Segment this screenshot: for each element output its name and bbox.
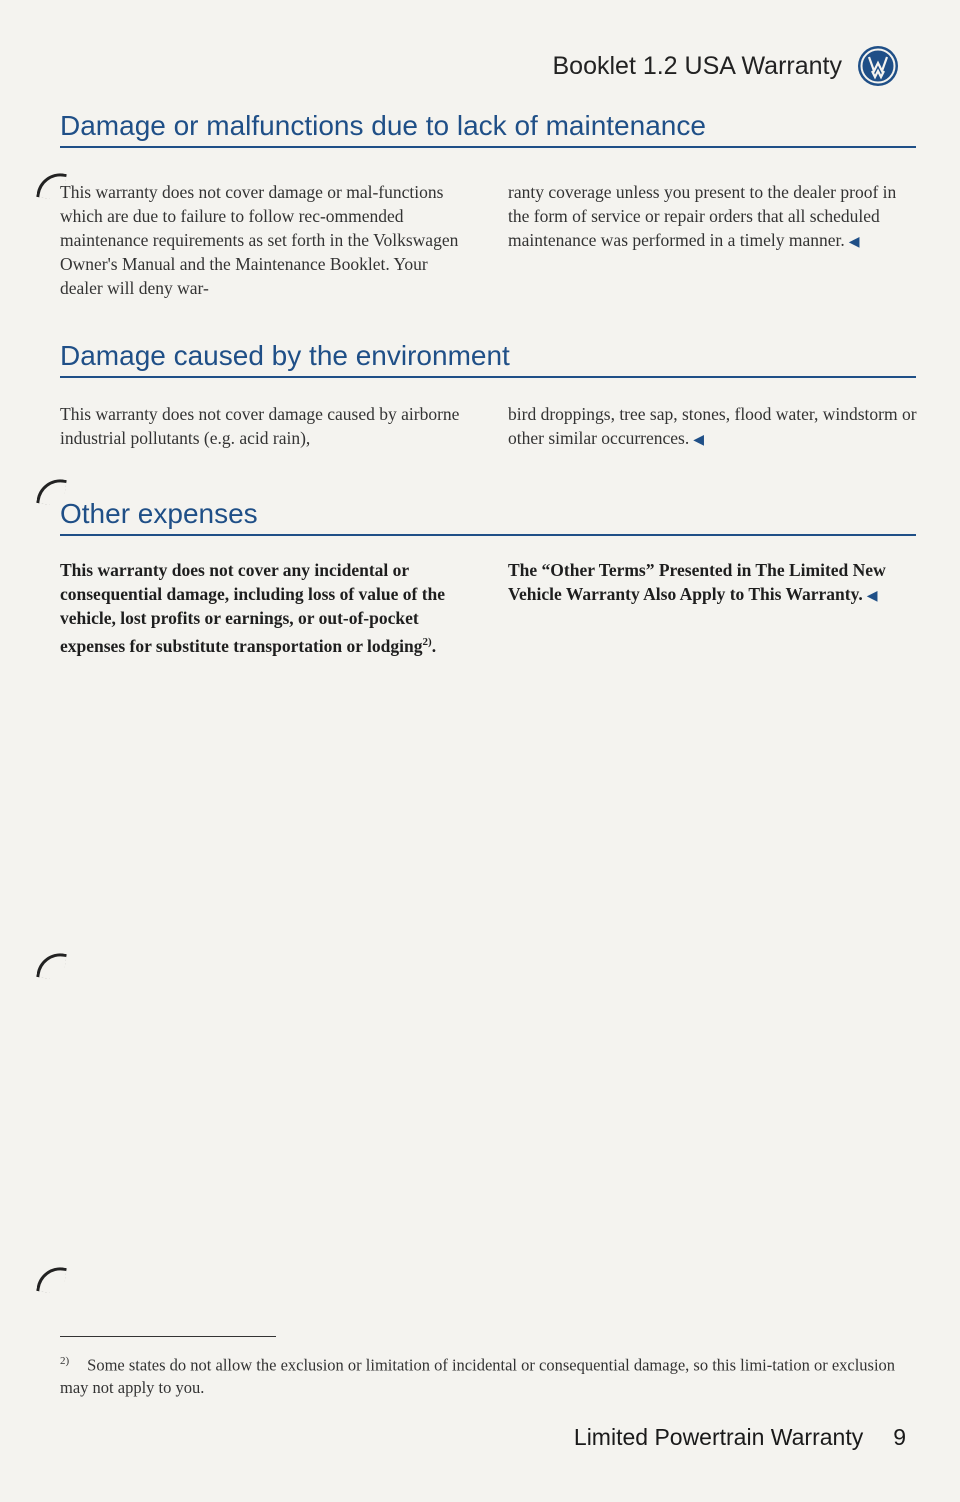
- page-footer: [574, 1424, 906, 1451]
- end-of-section-marker-icon: ◀: [848, 235, 860, 250]
- section-maintenance-left-text: This warranty does not cover damage or mal-functions which are due to failure to follow rec-ommended maintenance requirements as set forth in the Volkswagen Owner's Manual and the Maintenance Booklet. Your dealer will deny war-: [60, 182, 459, 298]
- header-booklet: Booklet 1.2: [552, 51, 678, 80]
- footer-title: Limited Powertrain Warranty: [573, 1424, 864, 1450]
- page-number: 9: [893, 1424, 906, 1450]
- section-maintenance-right: [508, 180, 918, 255]
- end-of-section-marker-icon: ◀: [866, 589, 878, 604]
- footnote-rule: [60, 1336, 276, 1337]
- section-environment-left-text: This warranty does not cover damage caused by airborne industrial pollutants (e.g. acid rain),: [60, 404, 460, 448]
- section-other-expenses-right-text: The “Other Terms” Presented in The Limited New Vehicle Warranty Also Apply to This Warranty.: [508, 560, 886, 604]
- footnote-marker: 2): [60, 1355, 70, 1367]
- header-title: USA Warranty: [684, 51, 842, 80]
- page-header: [553, 44, 901, 88]
- section-other-expenses-right: [508, 558, 888, 609]
- footnote-text: Some states do not allow the exclusion or limitation of incidental or consequential damage, so this limi-tation or exclusion may not apply to you.: [60, 1355, 896, 1397]
- end-of-section-marker-icon: ◀: [693, 433, 705, 448]
- header-booklet-label: [553, 52, 843, 81]
- section-title-maintenance: Damage or malfunctions due to lack of maintenance: [60, 110, 916, 148]
- footnote: [60, 1350, 910, 1399]
- section-other-expenses-left: This warranty does not cover any incidental or consequential damage, including loss of value of the vehicle, lost profits or earnings, or out-of-pocket expenses for substitute transportation or lodging$^{2)}$.: [60, 560, 446, 656]
- section-title-environment: Damage caused by the environment: [60, 340, 916, 378]
- punch-hole-mark: [36, 1264, 66, 1294]
- vw-logo-icon: [856, 44, 900, 88]
- section-other-expenses-left-text: This warranty does not cover any incidental or consequential damage, including loss of value of the vehicle, lost profits or earnings, or out-of-pocket expenses for substitute transportation or lodging: [60, 560, 446, 656]
- section-environment-right-text: bird droppings, tree sap, stones, flood water, windstorm or other similar occurrences.: [508, 404, 917, 448]
- section-maintenance-right-text: ranty coverage unless you present to the dealer proof in the form of service or repair orders that all scheduled maintenance was performed in a timely manner.: [508, 182, 897, 250]
- footnote-reference: 2): [422, 636, 432, 648]
- section-environment-right: [508, 402, 918, 453]
- section-title-other-expenses: Other expenses: [60, 498, 916, 536]
- punch-hole-mark: [36, 950, 66, 980]
